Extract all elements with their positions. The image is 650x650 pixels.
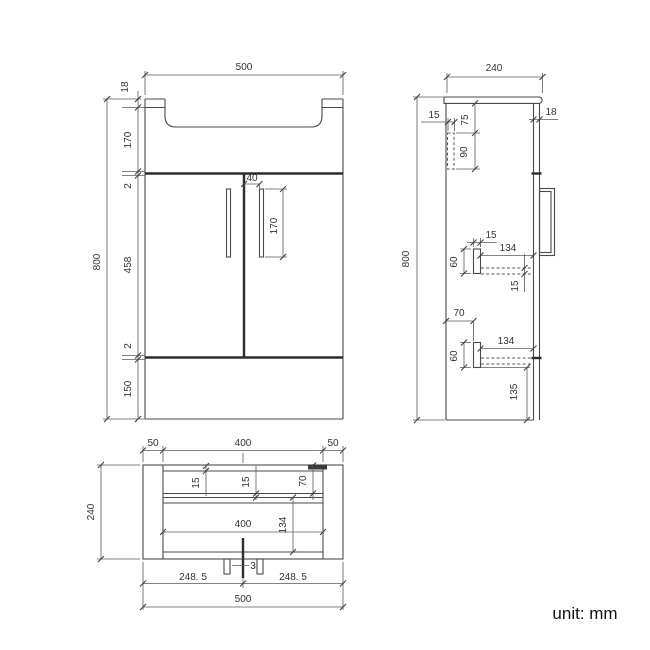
dim-plan-rail-thickness: 15 xyxy=(241,476,252,488)
dim-plan-overall-depth: 240 xyxy=(86,503,97,521)
dim-plan-right-door-width: 248. 5 xyxy=(279,572,307,583)
dim-plan-overall-width: 500 xyxy=(234,594,252,605)
dim-plan-front-depth: 134 xyxy=(278,516,289,534)
left-door-handle xyxy=(227,189,231,257)
right-door-tab xyxy=(257,559,263,574)
left-door-tab xyxy=(224,559,230,574)
dim-plan-left-door-width: 248. 5 xyxy=(179,572,207,583)
side-view-dimension-lines xyxy=(413,73,558,423)
dim-side-lower-bracket-offset: 70 xyxy=(453,308,465,319)
dim-side-upper-bracket-thickness: 15 xyxy=(485,230,497,241)
side-view xyxy=(401,63,558,423)
dim-front-overall-width: 500 xyxy=(235,62,253,73)
dim-side-upper-shelf-depth: 134 xyxy=(499,243,517,254)
hidden-back-rail xyxy=(448,133,455,169)
dim-front-bottom-gap: 2 xyxy=(123,343,134,349)
front-view xyxy=(92,62,346,422)
side-view-outline xyxy=(444,97,555,420)
dim-front-handle-length: 170 xyxy=(269,217,280,235)
dim-plan-inner-width: 400 xyxy=(234,519,252,530)
front-dim-ticks xyxy=(104,72,346,422)
dim-front-basin-section-height: 170 xyxy=(123,131,134,149)
plan-view xyxy=(86,438,346,610)
dim-side-back-rail-thickness: 15 xyxy=(428,110,440,121)
upper-shelf-bracket xyxy=(474,249,481,274)
dim-front-handle-offset: 40 xyxy=(246,173,258,184)
dim-side-upper-bracket-height: 60 xyxy=(449,256,460,268)
dim-side-back-rail-height: 90 xyxy=(459,146,470,158)
plan-dim-ticks xyxy=(98,448,346,611)
dim-side-lower-shelf-depth: 134 xyxy=(497,336,515,347)
dim-plan-back-panel-thickness: 15 xyxy=(191,477,202,489)
dim-side-bottom-clearance: 135 xyxy=(509,383,520,401)
dim-side-overall-height: 800 xyxy=(401,250,412,268)
hidden-lower-shelf xyxy=(481,358,534,364)
dim-front-overall-height: 800 xyxy=(92,253,103,271)
dim-side-front-thickness: 18 xyxy=(545,107,557,118)
dim-plan-left-panel-width: 50 xyxy=(147,438,159,449)
dim-plan-right-panel-width: 50 xyxy=(327,438,339,449)
dim-side-lower-bracket-height: 60 xyxy=(449,350,460,362)
dim-side-shelf-thickness: 15 xyxy=(510,280,521,292)
dim-plan-bracket-offset: 70 xyxy=(298,475,309,487)
dim-plan-door-gap: 3 xyxy=(250,561,256,572)
front-view-dimension-lines xyxy=(103,71,346,422)
unit-label: unit: mm xyxy=(552,604,618,623)
side-door-handle-inner xyxy=(540,192,552,253)
front-view-outline xyxy=(145,99,343,419)
dim-front-plinth-height: 150 xyxy=(123,380,134,398)
dim-side-back-rail-top-offset: 75 xyxy=(460,114,471,126)
dim-plan-top-inner-width: 400 xyxy=(234,438,252,449)
right-door-handle xyxy=(260,189,264,257)
dim-front-counter-thickness: 18 xyxy=(120,81,131,93)
countertop-profile xyxy=(444,97,542,103)
dim-side-overall-depth: 240 xyxy=(485,63,503,74)
side-door-handle xyxy=(540,189,555,256)
dim-front-top-gap: 2 xyxy=(123,183,134,189)
dim-front-door-height: 458 xyxy=(123,256,134,274)
lower-shelf-bracket xyxy=(474,343,481,368)
